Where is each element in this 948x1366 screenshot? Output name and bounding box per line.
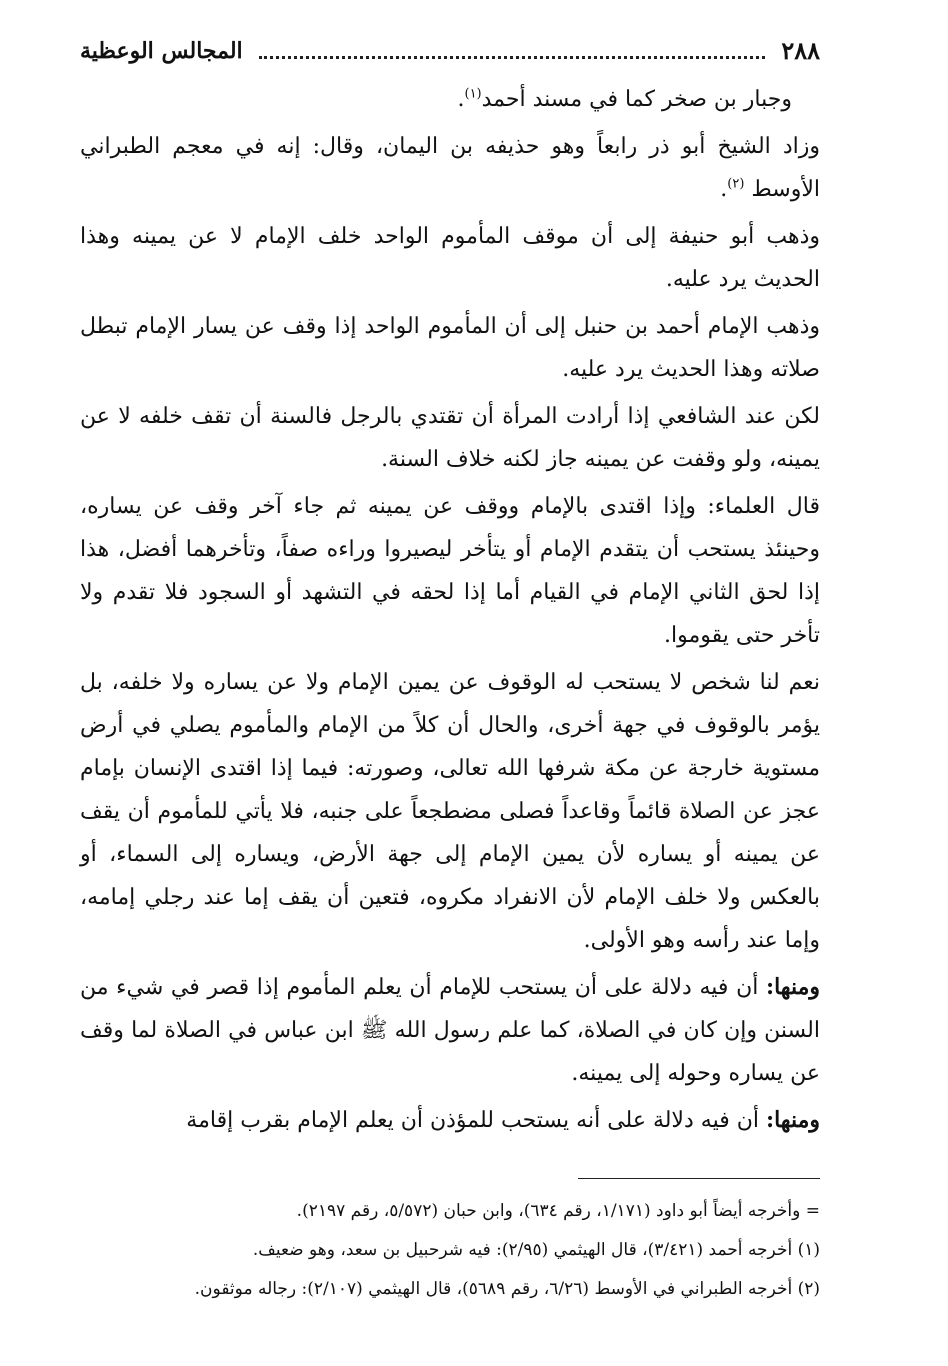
main-text (80, 78, 820, 1142)
footnote: = وأخرجه أيضاً أبو داود (١/١٧١، رقم ٦٣٤)، وابن حبان (٥/٥٧٢، رقم ٢١٩٧). (296, 1201, 820, 1221)
paragraph: وجبار بن صخر كما في مسند أحمد$^{(١)}$. (457, 86, 792, 112)
footnote-marker: (٢) (727, 176, 745, 192)
footnote-separator (578, 1178, 820, 1179)
footnote: (١) أخرجه أحمد (٣/٤٢١)، قال الهيثمي (٢/٩٥): فيه شرحبيل بن سعد، وهو ضعيف. (252, 1240, 820, 1260)
running-header (80, 30, 820, 72)
paragraph: ومنها: أن فيه دلالة على أنه يستحب للمؤذن أن يعلم الإمام بقرب إقامة (186, 1107, 820, 1133)
footnote-marker: (١) (464, 86, 482, 102)
page-number: ٢٨٨ (781, 36, 820, 65)
paragraph-lead: ومنها: (765, 1107, 820, 1133)
paragraph: لكن عند الشافعي إذا أرادت المرأة أن تقتدي بالرجل فالسنة أن تقف خلفه لا عن يمينه، ولو وقفت عن يمينه جاز لكنه خلاف السنة. (80, 404, 820, 472)
paragraph: ومنها: أن فيه دلالة على أن يستحب للإمام أن يعلم المأموم إذا قصر في شيء من السنن وإن كان في الصلاة، كما علم رسول الله ﷺ ابن عباس في الصلاة لما وقف عن يساره وحوله إلى يمينه. (80, 974, 820, 1086)
paragraph-lead: ومنها: (765, 974, 820, 1000)
footnote: (٢) أخرجه الطبراني في الأوسط (٦/٢٦، رقم ٥٦٨٩)، قال الهيثمي (٢/١٠٧): رجاله موثقون. (194, 1279, 820, 1299)
running-title: المجالس الوعظية (80, 38, 243, 64)
book-page (80, 30, 820, 1350)
paragraph: نعم لنا شخص لا يستحب له الوقوف عن يمين الإمام ولا عن يساره ولا خلفه، بل يؤمر بالوقوف في جهة أخرى، والحال أن كلاً من الإمام والمأموم يصلي في أرض مستوية خارجة عن مكة شرفها الله تعالى، وصورته: فيما إذا اقتدى الإنسان بإمام عجز عن الصلاة قائماً وقاعداً فصلى مضطجعاً على جنبه، فلا يأتي للمأموم أن يقف عن يمينه أو يساره لأن يمين الإمام إلى جهة الأرض، ويساره إلى السماء، أو بالعكس ولا خلف الإمام لأن الانفراد مكروه، فتعين أن يقف إما عند رجلي إمامه، وإما عند رأسه وهو الأولى. (80, 670, 820, 953)
header-dotted-leader (259, 56, 766, 59)
paragraph: وذهب الإمام أحمد بن حنبل إلى أن المأموم الواحد إذا وقف عن يسار الإمام تبطل صلاته وهذا الحديث يرد عليه. (80, 314, 820, 382)
paragraph: قال العلماء: وإذا اقتدى بالإمام ووقف عن يمينه ثم جاء آخر وقف عن يساره، وحينئذ يستحب أن يتقدم الإمام أو يتأخر ليصيروا وراءه صفاً، وتأخرهما أفضل، هذا إذا لحق الثاني الإمام في القيام أما إذا لحقه في التشهد أو السجود فلا تقدم ولا تأخر حتى يقوموا. (80, 494, 820, 648)
paragraph: وزاد الشيخ أبو ذر رابعاً وهو حذيفه بن اليمان، وقال: إنه في معجم الطبراني الأوسط $^{(٢)}$. (80, 134, 820, 202)
footnotes (80, 1192, 820, 1309)
paragraph: وذهب أبو حنيفة إلى أن موقف المأموم الواحد خلف الإمام لا عن يمينه وهذا الحديث يرد عليه. (80, 224, 820, 292)
